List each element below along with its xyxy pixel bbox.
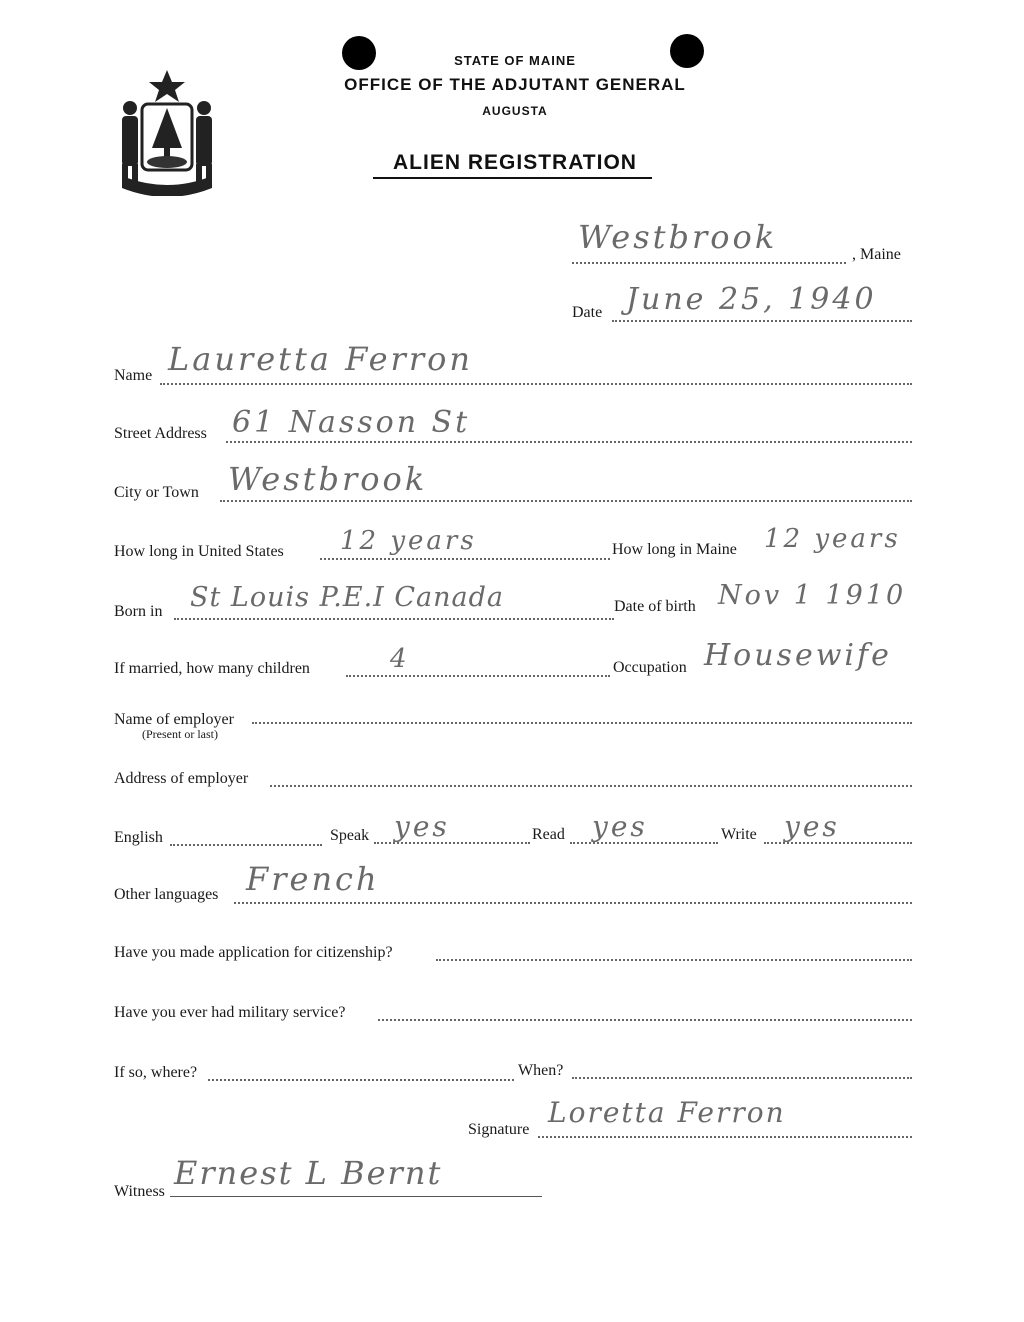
other-languages-label: Other languages <box>114 886 219 903</box>
date-label: Date <box>572 304 603 321</box>
when-label: When? <box>518 1062 564 1079</box>
header-office: OFFICE OF THE ADJUTANT GENERAL <box>344 75 686 94</box>
signature-value: Loretta Ferron <box>548 1096 786 1129</box>
employer-label: Name of employer <box>114 711 234 728</box>
born-in-value: St Louis P.E.I Canada <box>190 582 505 613</box>
seal-text: MAINE <box>149 173 185 185</box>
employer-address-label: Address of employer <box>114 770 249 787</box>
date-of-birth-label: Date of birth <box>614 598 696 615</box>
how-long-us-value: 12 years <box>340 526 477 556</box>
military-label: Have you ever had military service? <box>114 1004 346 1021</box>
read-label: Read <box>532 826 565 843</box>
other-languages-value: French <box>246 860 380 898</box>
children-label: If married, how many children <box>114 660 310 677</box>
employer-note: (Present or last) <box>142 727 218 741</box>
street-value: 61 Nasson St <box>232 405 471 440</box>
name-label: Name <box>114 367 153 384</box>
how-long-us-label: How long in United States <box>114 543 284 560</box>
maine-label: , Maine <box>852 246 901 263</box>
witness-value: Ernest L Bernt <box>174 1154 443 1192</box>
header-city: AUGUSTA <box>482 104 548 118</box>
witness-line <box>170 1196 542 1197</box>
name-value: Lauretta Ferron <box>168 340 473 378</box>
citizenship-label: Have you made application for citizenship? <box>114 944 393 961</box>
state-seal-icon <box>112 68 222 196</box>
town-value: Westbrook <box>578 218 778 256</box>
read-value: yes <box>592 810 648 843</box>
date-of-birth-value: Nov 1 1910 <box>718 580 907 611</box>
occupation-value: Housewife <box>704 638 892 673</box>
where-label: If so, where? <box>114 1064 198 1081</box>
header-state: STATE OF MAINE <box>454 53 576 68</box>
speak-value: yes <box>394 810 450 843</box>
occupation-label: Occupation <box>613 659 687 676</box>
street-label: Street Address <box>114 425 207 442</box>
date-value: June 25, 1940 <box>626 282 877 317</box>
speak-label: Speak <box>330 827 370 844</box>
signature-label: Signature <box>468 1121 530 1138</box>
how-long-maine-value: 12 years <box>764 524 901 554</box>
city-label: City or Town <box>114 484 199 501</box>
title-underline <box>373 177 652 179</box>
write-label: Write <box>721 826 757 843</box>
witness-label: Witness <box>114 1183 165 1200</box>
children-value: 4 <box>390 644 410 674</box>
born-in-label: Born in <box>114 603 163 620</box>
how-long-maine-label: How long in Maine <box>612 541 737 558</box>
write-value: yes <box>784 810 840 843</box>
english-label: English <box>114 829 163 846</box>
city-value: Westbrook <box>228 460 428 498</box>
page-title: ALIEN REGISTRATION <box>393 151 637 174</box>
